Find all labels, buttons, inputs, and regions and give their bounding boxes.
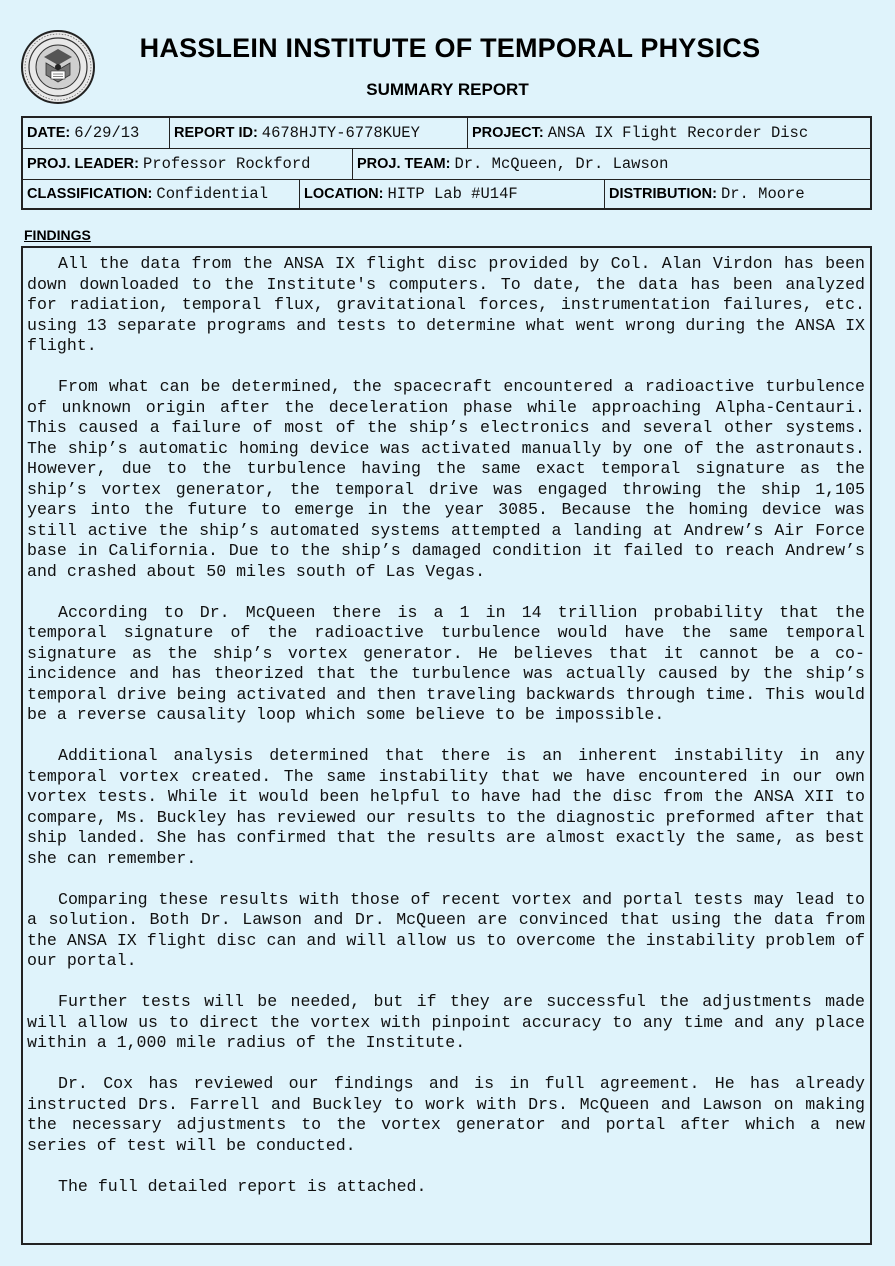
location-cell bbox=[300, 180, 605, 208]
findings-paragraph: Comparing these results with those of recent vortex and portal tests may lead to a solution. Both Dr. Lawson and Dr. McQueen are convinced that using the data from the ANSA IX flight disc can and will allow us to overcome the instability problem of our portal. bbox=[27, 889, 865, 970]
report-title: SUMMARY REPORT bbox=[366, 80, 529, 99]
report-details-table bbox=[21, 116, 872, 210]
classification-cell bbox=[23, 180, 300, 208]
details-row bbox=[23, 118, 870, 149]
team-value: Dr. McQueen, Dr. Lawson bbox=[454, 155, 669, 173]
project-value: ANSA IX Flight Recorder Disc bbox=[547, 124, 809, 142]
findings-paragraph: Further tests will be needed, but if they are successful the adjustments made will allow us to direct the vortex with pinpoint accuracy to any time and any place within a 1,000 mile radius of the Institute. bbox=[27, 992, 865, 1052]
classification-label: CLASSIFICATION: bbox=[27, 186, 153, 202]
leader-value: Professor Rockford bbox=[143, 155, 311, 173]
date-cell bbox=[23, 118, 170, 148]
report-id-label: REPORT ID: bbox=[174, 125, 258, 141]
location-value: HITP Lab #U14F bbox=[387, 185, 518, 203]
findings-body bbox=[27, 254, 865, 1218]
organization-title: HASSLEIN INSTITUTE OF TEMPORAL PHYSICS bbox=[139, 33, 761, 63]
leader-cell bbox=[23, 149, 353, 179]
details-row bbox=[23, 149, 870, 180]
findings-paragraph: According to Dr. McQueen there is a 1 in 14 trillion probability that the temporal signature of the radioactive turbulence would have the same temporal signature as the ship’s vortex generator. He believes that it cannot be a coincidence and has theorized that the turbulence was actually caused by the ship’s temporal drive being activated and then traveling backwards through time. This would be a reverse causality loop which some believe to be impossible. bbox=[27, 602, 865, 724]
date-label: DATE: bbox=[27, 125, 71, 141]
date-value: 6/29/13 bbox=[74, 124, 140, 142]
leader-label: PROJ. LEADER: bbox=[27, 156, 139, 172]
team-cell bbox=[353, 149, 870, 179]
project-cell bbox=[468, 118, 870, 148]
distribution-label: DISTRIBUTION: bbox=[609, 186, 717, 202]
project-label: PROJECT: bbox=[472, 125, 544, 141]
details-row bbox=[23, 180, 870, 208]
findings-paragraph: The full detailed report is attached. bbox=[58, 1176, 427, 1196]
location-label: LOCATION: bbox=[304, 186, 384, 202]
findings-heading: FINDINGS bbox=[24, 227, 91, 243]
report-id-cell bbox=[170, 118, 468, 148]
distribution-value: Dr. Moore bbox=[720, 185, 805, 203]
findings-paragraph: From what can be determined, the spacecraft encountered a radioactive turbulence of unknown origin after the deceleration phase while approaching Alpha-Centauri. This caused a failure of most of the ship’s electronics and several other systems. The ship’s automatic homing device was activated manually by one of the astronauts. However, due to the turbulence having the same exact temporal signature as the ship’s vortex generator, the temporal drive was engaged throwing the ship 1,105 years into the future to emerge in the year 3085. Because the homing device was still active the ship’s automated systems attempted a landing at Andrew’s Air Force base in California. Due to the ship’s damaged condition it failed to reach Andrew’s and crashed about 50 miles south of Las Vegas. bbox=[27, 377, 865, 581]
findings-paragraph: All the data from the ANSA IX flight disc provided by Col. Alan Virdon has been down downloaded to the Institute's computers. To date, the data has been analyzed for radiation, temporal flux, gravitational forces, instrumentation failures, etc. using 13 separate programs and tests to determine what went wrong during the ANSA IX flight. bbox=[27, 254, 865, 355]
distribution-cell bbox=[605, 180, 870, 208]
classification-value: Confidential bbox=[156, 185, 269, 203]
findings-paragraph: Additional analysis determined that there is an inherent instability in any temporal vortex created. The same instability that we have encountered in our own vortex tests. While it would been helpful to have had the disc from the ANSA XII to compare, Ms. Buckley has reviewed our results to the diagnostic preformed after that ship landed. She has confirmed that the results are almost exactly the same, as best she can remember. bbox=[27, 746, 865, 868]
findings-paragraph: Dr. Cox has reviewed our findings and is in full agreement. He has already instructed Drs. Farrell and Buckley to work with Drs. McQueen and Lawson on making the necessary adjustments to the vortex generator and portal after which a new series of test will be conducted. bbox=[27, 1074, 865, 1155]
report-id-value: 4678HJTY-6778KUEY bbox=[261, 124, 420, 142]
team-label: PROJ. TEAM: bbox=[357, 156, 451, 172]
